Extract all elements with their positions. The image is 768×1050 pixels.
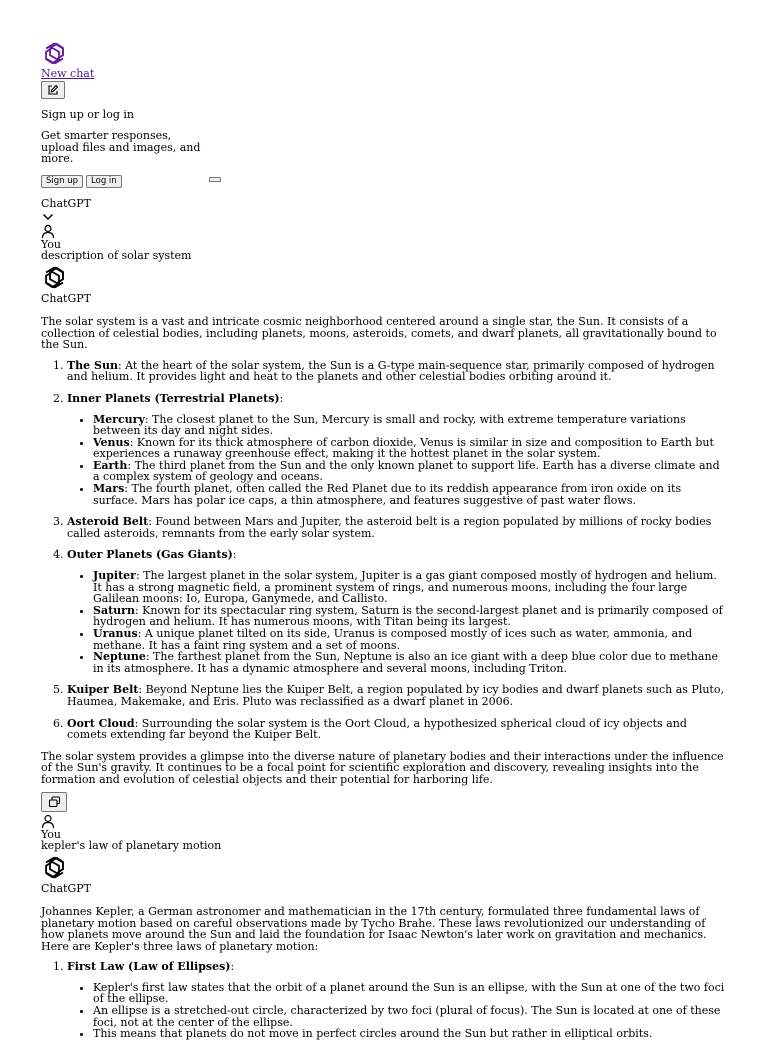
list-item: • This means that planets do not move in perfect circles around the Sun but rather in elliptical orbits. <box>93 1028 729 1040</box>
list-item <box>93 570 729 605</box>
item-title: First Law (Law of Ellipses) <box>67 960 231 974</box>
chat-page <box>41 40 729 1050</box>
user-message: kepler's law of planetary motion <box>41 839 222 853</box>
item-text: : <box>279 391 284 405</box>
item-title: The Sun <box>67 358 118 372</box>
chevron-down-icon[interactable] <box>41 212 55 222</box>
copy-icon <box>48 796 61 808</box>
item-title: Mercury <box>93 412 145 426</box>
item-text: : Known for its spectacular ring system, Saturn is the second-largest planet and is primarily composed of hydrogen and helium. It has numerous moons, with Titan being its largest. <box>93 603 723 629</box>
response-outro: The solar system provides a glimpse into the diverse nature of planetary bodies and their interactions under the influence of the Sun's gravity. It continues to be a focal point for scientific exploration and discovery, revealing insights into the formation and evolution of celestial objects and their potential for harboring life. <box>41 749 724 786</box>
item-title: Uranus <box>93 627 138 640</box>
item-text: : The closest planet to the Sun, Mercury is small and rocky, with extreme temperature variations between its day and night sides. <box>93 412 686 438</box>
openai-logo-icon[interactable] <box>41 40 729 67</box>
message-author: ChatGPT <box>41 882 92 896</box>
item-text: : Surrounding the solar system is the Oort Cloud, a hypothesized spherical cloud of icy objects and comets extending far beyond the Kuiper Belt. <box>67 716 687 742</box>
list-item <box>67 961 729 1040</box>
list-item <box>67 393 729 506</box>
response-intro: The solar system is a vast and intricate cosmic neighborhood centered around a single star, the Sun. It consists of a collection of celestial bodies, including planets, moons, asteroids, comets, and dwarf planets, all gravitationally bound to the Sun. <box>41 314 717 352</box>
new-chat-button[interactable] <box>41 81 65 99</box>
message-author: ChatGPT <box>41 292 92 306</box>
item-title: Oort Cloud <box>67 716 135 730</box>
item-title: Kuiper Belt <box>67 683 139 697</box>
item-title: Mars <box>93 482 125 496</box>
edit-icon <box>47 84 59 96</box>
response-intro: Johannes Kepler, a German astronomer and mathematician in the 17th century, formulated three fundamental laws of planetary motion based on careful observations made by Tycho Brahe. These laws revolutionized our understanding of how planets move around the Sun and laid the foundation for Isaac Newton's later work on gravitation and mechanics. Here are Kepler's three laws of planetary motion: <box>41 904 707 953</box>
sub-list <box>67 570 729 674</box>
list-item <box>93 651 729 674</box>
copy-button[interactable] <box>41 792 67 812</box>
list-item: • An ellipse is a stretched-out circle, characterized by two foci (plural of focus). The Sun is located at one of these foci, not at the center of the ellipse. <box>93 1005 729 1028</box>
item-text: : <box>230 960 235 974</box>
user-message: description of solar system <box>41 249 192 263</box>
sub-list <box>67 414 729 507</box>
item-text: : A unique planet tilted on its side, Uranus is composed mostly of ices such as water, ammonia, and methane. It has a faint ring system and a set of moons. <box>93 627 693 652</box>
item-title: Venus <box>93 435 130 449</box>
item-text: : The fourth planet, often called the Red Planet due to its reddish appearance from iron oxide on its surface. Mars has polar ice caps, a thin atmosphere, and features suggestive of past water flows. <box>93 482 682 507</box>
item-title: Jupiter <box>93 569 136 583</box>
response-list <box>41 961 729 1040</box>
response-list <box>41 360 729 741</box>
user-avatar-icon <box>41 814 55 829</box>
chatgpt-logo-icon <box>41 264 729 294</box>
item-title: Saturn <box>93 603 135 617</box>
new-chat-link[interactable]: New chat <box>41 67 95 80</box>
item-text: : The farthest planet from the Sun, Neptune is also an ice giant with a deep blue color due to methane in its atmosphere. It has a dynamic atmosphere and several moons, including Triton. <box>93 650 719 675</box>
auth-buttons <box>41 175 729 188</box>
user-avatar-icon <box>41 224 55 239</box>
list-item <box>93 437 729 460</box>
message-author: You <box>41 827 62 841</box>
item-text: : The third planet from the Sun and the only known planet to support life. Earth has a diverse climate and a complex system of geology and oceans. <box>93 458 720 484</box>
item-text: : Beyond Neptune lies the Kuiper Belt, a region populated by icy bodies and dwarf planets such as Pluto, Haumea, Makemake, and Eris. Pluto was reclassified as a dwarf planet in 2006. <box>67 683 724 708</box>
item-text: : The largest planet in the solar system, Jupiter is a gas giant composed mostly of hydrogen and helium. It has a strong magnetic field, a prominent system of rings, and numerous moons, including the four large Galilean moons: Io, Europa, Ganymede, and Callisto. <box>93 569 717 606</box>
item-title: Outer Planets (Gas Giants) <box>67 548 233 562</box>
chatgpt-logo-icon <box>41 854 729 884</box>
message-author: You <box>41 237 62 251</box>
signup-button[interactable]: Sign up <box>41 175 83 188</box>
list-item <box>67 360 729 383</box>
signup-subtitle: Get smarter responses, upload files and images, and more. <box>41 129 201 166</box>
item-title: Inner Planets (Terrestrial Planets) <box>67 391 280 405</box>
list-item: • Kepler's first law states that the orbit of a planet around the Sun is an ellipse, with the Sun at one of the two foci of the ellipse. <box>93 982 729 1005</box>
item-text: : At the heart of the solar system, the Sun is a G-type main-sequence star, primarily composed of hydrogen and helium. It provides light and heat to the planets and other celestial bodies orbiting around it. <box>67 358 715 384</box>
item-title: Asteroid Belt <box>67 515 149 529</box>
list-item <box>93 628 729 651</box>
list-item <box>67 516 729 539</box>
item-title: Earth <box>93 458 128 472</box>
list-item <box>67 549 729 674</box>
list-item <box>93 483 729 506</box>
list-item <box>93 605 729 628</box>
item-title: Neptune <box>93 650 146 664</box>
item-text: : Known for its thick atmosphere of carbon dioxide, Venus is similar in size and composition to Earth but experiences a runaway greenhouse effect, making it the hottest planet in the solar system. <box>93 435 714 461</box>
sub-list <box>67 982 729 1040</box>
list-item <box>67 718 729 741</box>
item-text: : <box>232 548 237 562</box>
list-item <box>93 460 729 483</box>
item-text: : Found between Mars and Jupiter, the asteroid belt is a region populated by millions of rocky bodies called asteroids, remnants from the early solar system. <box>67 515 712 540</box>
list-item <box>93 414 729 437</box>
login-button[interactable]: Log in <box>86 175 122 188</box>
sidebar-toggle-button[interactable] <box>209 177 221 182</box>
signup-title: Sign up or log in <box>41 107 134 121</box>
list-item <box>67 684 729 707</box>
model-name[interactable]: ChatGPT <box>41 196 92 210</box>
